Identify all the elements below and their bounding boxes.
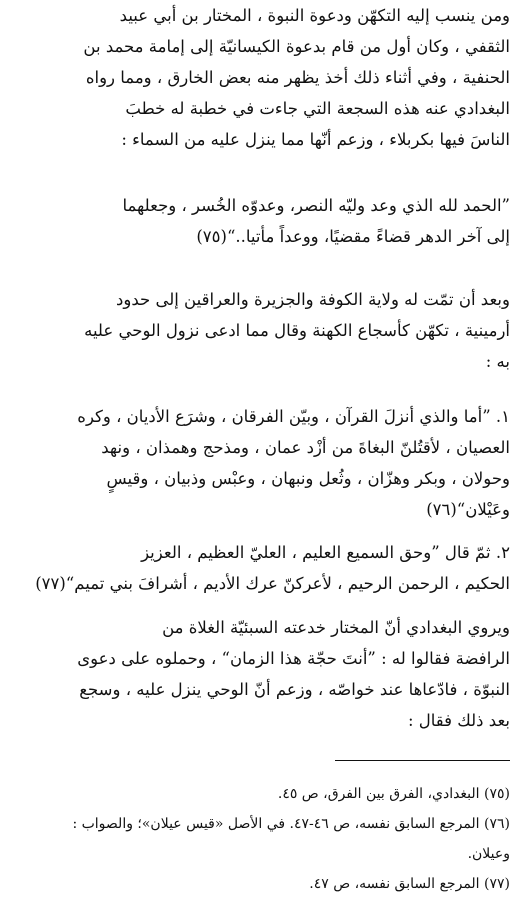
- body-line: وبعد أن تمّت له ولاية الكوفة والجزيرة والعراقين إلى حدود: [116, 290, 510, 309]
- body-line: به :: [485, 352, 510, 371]
- list-item-line: وحولان ، وبكر وهزّان ، وثُعل ونبهان ، وعبْس وذبيان ، وقيسٍ: [106, 469, 510, 488]
- footnote: (٧٧) المرجع السابق نفسه، ص ٤٧.: [309, 876, 510, 892]
- body-line: الثقفي ، وكان أول من قام بدعوة الكيسانيّة إلى إمامة محمد بن: [83, 37, 510, 56]
- list-item-line: وعَيْلان“(٧٦): [426, 500, 510, 519]
- footnote: وعيلان.: [467, 846, 510, 862]
- body-line: البغدادي عنه هذه السجعة التي جاءت في خطبة له خطبَ: [125, 99, 510, 118]
- footnote-divider: [335, 760, 510, 761]
- list-item-line: ١. ”أما والذي أنزلَ القرآن ، وبيّن الفرقان ، وشرَع الأديان ، وكره: [77, 407, 510, 426]
- list-item-line: العصيان ، لأقتُلنّ البغاةَ من أزْد عمان ، ومذحج وهمذان ، ونهد: [101, 438, 510, 457]
- body-line: الحنفية ، وفي أثناء ذلك أخذ يظهر منه بعض الخارق ، ومما رواه: [85, 68, 510, 87]
- quote-line: إلى آخر الدهر قضاءً مقضيًا، ووعداً مأتيا..“(٧٥): [196, 227, 510, 246]
- quote-line: ”الحمد لله الذي وعد وليّه النصر، وعدوّه الخُسر ، وجعلهما: [122, 196, 510, 215]
- body-line: النبوّة ، فادّعاها عند خواصّه ، وزعم أنّ الوحي ينزل عليه ، وسجع: [79, 680, 510, 699]
- body-line: أرمينية ، تكهّن كأسجاع الكهنة وقال مما ادعى نزول الوحي عليه: [84, 321, 510, 340]
- footnote: (٧٦) المرجع السابق نفسه، ص ٤٦-٤٧. في الأصل «قيس عيلان»؛ والصواب :: [72, 816, 510, 832]
- body-line: الناسَ فيها بكربلاء ، وزعم أنّها مما ينزل عليه من السماء :: [121, 130, 510, 149]
- body-line: الرافضة فقالوا له : ”أنتَ حجّة هذا الزمان“ ، وحملوه على دعوى: [77, 649, 510, 668]
- body-line: ومن ينسب إليه التكهّن ودعوة النبوة ، المختار بن أبي عبيد: [119, 6, 510, 25]
- footnote: (٧٥) البغدادي، الفرق بين الفرق، ص ٤٥.: [277, 786, 510, 802]
- body-line: بعد ذلك فقال :: [407, 711, 510, 730]
- body-line: ويروي البغدادي أنّ المختار خدعته السبئيّة الغلاة من: [162, 618, 510, 637]
- list-item-line: ٢. ثمّ قال ”وحق السميع العليم ، العليّ العظيم ، العزيز: [141, 543, 510, 562]
- list-item-line: الحكيم ، الرحمن الرحيم ، لأعركنّ عرك الأديم ، أشرافَ بني تميم“(٧٧): [35, 574, 510, 593]
